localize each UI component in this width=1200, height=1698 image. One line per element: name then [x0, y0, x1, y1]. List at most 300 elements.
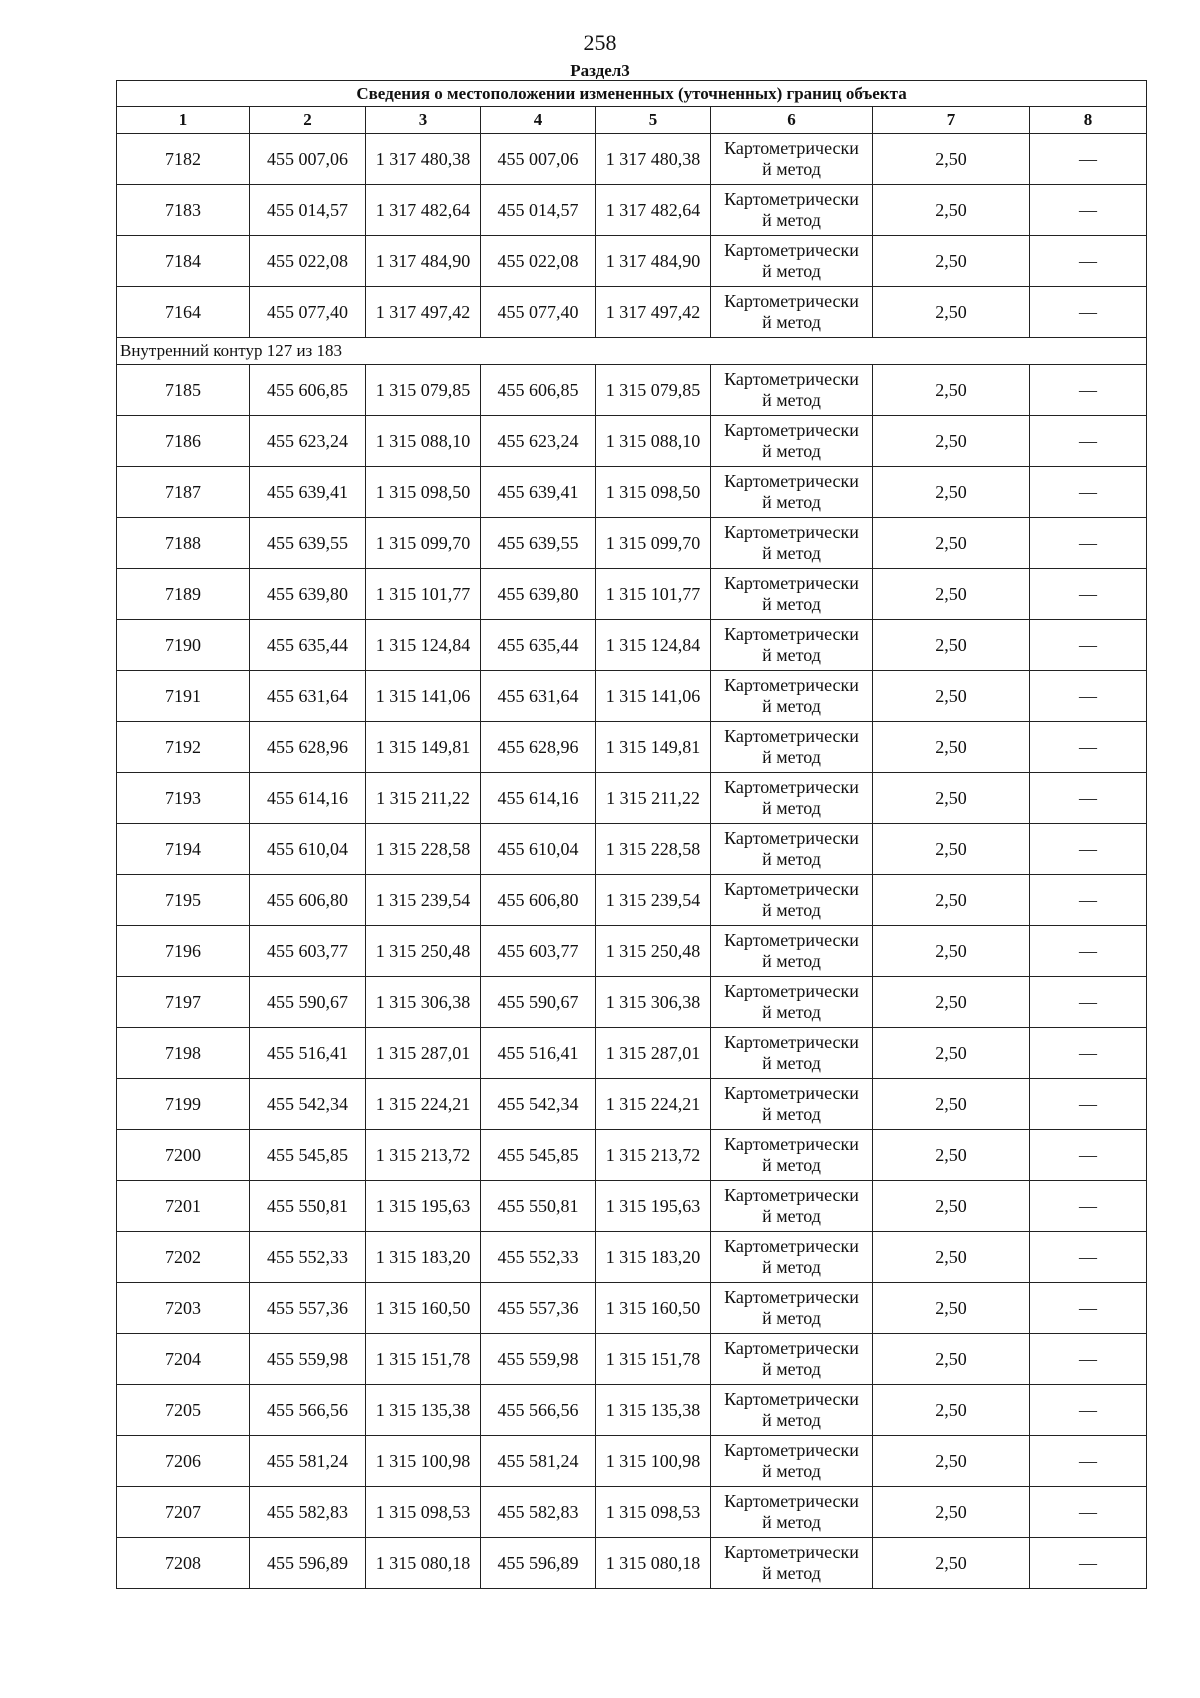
- table-row: [117, 1232, 1147, 1283]
- table-cell: 2,50: [873, 620, 1030, 671]
- table-cell: 2,50: [873, 1538, 1030, 1589]
- method-text-line-1: Картометрически: [724, 981, 859, 1001]
- column-header-row: [117, 107, 1147, 134]
- contour-label: Внутренний контур 127 из 183: [117, 338, 1147, 365]
- method-text-line-2: й метод: [762, 1206, 821, 1226]
- table-cell: —: [1030, 365, 1147, 416]
- table-row: [117, 518, 1147, 569]
- column-header: 6: [711, 107, 873, 134]
- method-text-line-2: й метод: [762, 594, 821, 614]
- method-text-line-2: й метод: [762, 1461, 821, 1481]
- table-cell: 7186: [117, 416, 250, 467]
- table-cell: —: [1030, 416, 1147, 467]
- method-cell: [711, 287, 873, 338]
- table-cell: 7193: [117, 773, 250, 824]
- table-cell: 455 581,24: [250, 1436, 366, 1487]
- method-cell: [711, 620, 873, 671]
- table-cell: 1 315 080,18: [366, 1538, 481, 1589]
- method-cell: [711, 1385, 873, 1436]
- table-cell: 2,50: [873, 1283, 1030, 1334]
- method-text-line-1: Картометрически: [724, 1542, 859, 1562]
- table-cell: —: [1030, 875, 1147, 926]
- method-text-line-1: Картометрически: [724, 471, 859, 491]
- table-cell: 1 315 079,85: [596, 365, 711, 416]
- table-cell: 1 315 228,58: [366, 824, 481, 875]
- table-cell: 455 542,34: [481, 1079, 596, 1130]
- table-cell: 1 315 124,84: [366, 620, 481, 671]
- table-cell: 7164: [117, 287, 250, 338]
- table-cell: 2,50: [873, 1181, 1030, 1232]
- table-cell: 1 315 151,78: [596, 1334, 711, 1385]
- method-text-line-2: й метод: [762, 1002, 821, 1022]
- method-text-line-1: Картометрически: [724, 138, 859, 158]
- table-cell: 1 315 160,50: [596, 1283, 711, 1334]
- table-cell: 1 317 484,90: [596, 236, 711, 287]
- table-cell: 455 614,16: [250, 773, 366, 824]
- table-cell: 455 077,40: [481, 287, 596, 338]
- method-text-line-1: Картометрически: [724, 420, 859, 440]
- column-header: 3: [366, 107, 481, 134]
- table-row: [117, 569, 1147, 620]
- table-cell: 455 077,40: [250, 287, 366, 338]
- table-cell: 455 606,80: [481, 875, 596, 926]
- table-cell: 7204: [117, 1334, 250, 1385]
- table-cell: —: [1030, 185, 1147, 236]
- table-cell: 1 315 135,38: [366, 1385, 481, 1436]
- table-cell: —: [1030, 569, 1147, 620]
- table-row: [117, 1283, 1147, 1334]
- method-text-line-1: Картометрически: [724, 573, 859, 593]
- method-cell: [711, 1028, 873, 1079]
- table-cell: 2,50: [873, 1385, 1030, 1436]
- column-header: 2: [250, 107, 366, 134]
- table-cell: 2,50: [873, 1232, 1030, 1283]
- table-row: [117, 365, 1147, 416]
- table-cell: —: [1030, 518, 1147, 569]
- column-header: 1: [117, 107, 250, 134]
- method-text-line-1: Картометрически: [724, 777, 859, 797]
- table-cell: 455 614,16: [481, 773, 596, 824]
- method-cell: [711, 773, 873, 824]
- table-cell: 1 315 224,21: [366, 1079, 481, 1130]
- table-cell: —: [1030, 671, 1147, 722]
- table-cell: 455 606,85: [250, 365, 366, 416]
- table-cell: 455 610,04: [250, 824, 366, 875]
- table-cell: 455 610,04: [481, 824, 596, 875]
- table-cell: 455 635,44: [250, 620, 366, 671]
- table-cell: —: [1030, 134, 1147, 185]
- table-cell: 1 317 480,38: [366, 134, 481, 185]
- method-text-line-1: Картометрически: [724, 1338, 859, 1358]
- table-cell: 1 315 149,81: [366, 722, 481, 773]
- table-cell: 455 545,85: [250, 1130, 366, 1181]
- method-text-line-1: Картометрически: [724, 189, 859, 209]
- table-row: [117, 722, 1147, 773]
- table-cell: 455 606,85: [481, 365, 596, 416]
- method-text-line-2: й метод: [762, 1155, 821, 1175]
- table-cell: 7197: [117, 977, 250, 1028]
- table-cell: —: [1030, 236, 1147, 287]
- table-cell: 455 623,24: [481, 416, 596, 467]
- table-cell: 2,50: [873, 569, 1030, 620]
- table-cell: 1 317 497,42: [366, 287, 481, 338]
- table-cell: 455 550,81: [250, 1181, 366, 1232]
- table-cell: 7187: [117, 467, 250, 518]
- table-row: [117, 1130, 1147, 1181]
- table-cell: 455 552,33: [250, 1232, 366, 1283]
- table-cell: 1 315 079,85: [366, 365, 481, 416]
- table-cell: 455 639,80: [250, 569, 366, 620]
- table-row: [117, 977, 1147, 1028]
- table-cell: 455 566,56: [250, 1385, 366, 1436]
- table-cell: —: [1030, 926, 1147, 977]
- table-cell: —: [1030, 1385, 1147, 1436]
- table-cell: 1 315 100,98: [366, 1436, 481, 1487]
- table-row: [117, 134, 1147, 185]
- table-cell: 455 559,98: [250, 1334, 366, 1385]
- table-cell: 7190: [117, 620, 250, 671]
- page-number: 258: [583, 30, 617, 55]
- table-cell: 1 315 098,53: [596, 1487, 711, 1538]
- table-cell: 1 315 098,53: [366, 1487, 481, 1538]
- method-cell: [711, 1079, 873, 1130]
- table-cell: 7191: [117, 671, 250, 722]
- table-cell: 2,50: [873, 671, 1030, 722]
- table-cell: 1 315 239,54: [366, 875, 481, 926]
- table-cell: 7194: [117, 824, 250, 875]
- method-cell: [711, 1181, 873, 1232]
- table-row: [117, 824, 1147, 875]
- table-cell: 1 315 098,50: [596, 467, 711, 518]
- table-cell: 2,50: [873, 722, 1030, 773]
- table-cell: 2,50: [873, 185, 1030, 236]
- table-cell: 1 317 484,90: [366, 236, 481, 287]
- table-cell: 455 639,55: [250, 518, 366, 569]
- table-row: [117, 287, 1147, 338]
- table-cell: 2,50: [873, 1028, 1030, 1079]
- table-cell: 455 596,89: [481, 1538, 596, 1589]
- method-text-line-1: Картометрически: [724, 522, 859, 542]
- table-cell: 455 552,33: [481, 1232, 596, 1283]
- method-text-line-2: й метод: [762, 645, 821, 665]
- method-cell: [711, 926, 873, 977]
- table-cell: 1 315 183,20: [596, 1232, 711, 1283]
- method-text-line-1: Картометрически: [724, 1491, 859, 1511]
- method-cell: [711, 467, 873, 518]
- method-text-line-2: й метод: [762, 261, 821, 281]
- table-cell: 1 317 497,42: [596, 287, 711, 338]
- method-text-line-2: й метод: [762, 1359, 821, 1379]
- table-cell: 1 315 101,77: [596, 569, 711, 620]
- table-caption: Сведения о местоположении измененных (уточненных) границ объекта: [117, 81, 1147, 107]
- table-cell: —: [1030, 1232, 1147, 1283]
- table-cell: 1 315 088,10: [596, 416, 711, 467]
- method-text-line-1: Картометрически: [724, 1134, 859, 1154]
- table-cell: —: [1030, 1079, 1147, 1130]
- table-cell: 7195: [117, 875, 250, 926]
- column-header: 8: [1030, 107, 1147, 134]
- table-cell: 455 022,08: [481, 236, 596, 287]
- table-caption-row: [117, 81, 1147, 107]
- table-cell: 7189: [117, 569, 250, 620]
- contour-row: [117, 338, 1147, 365]
- table-row: [117, 773, 1147, 824]
- table-cell: —: [1030, 1334, 1147, 1385]
- table-cell: 1 315 250,48: [366, 926, 481, 977]
- table-cell: —: [1030, 1130, 1147, 1181]
- table-cell: 7207: [117, 1487, 250, 1538]
- table-cell: 455 582,83: [250, 1487, 366, 1538]
- method-text-line-1: Картометрически: [724, 1287, 859, 1307]
- table-row: [117, 185, 1147, 236]
- table-row: [117, 1487, 1147, 1538]
- table-cell: 1 315 213,72: [596, 1130, 711, 1181]
- method-text-line-2: й метод: [762, 1512, 821, 1532]
- table-cell: 455 590,67: [250, 977, 366, 1028]
- table-cell: 2,50: [873, 1436, 1030, 1487]
- table-cell: 455 606,80: [250, 875, 366, 926]
- table-cell: 455 628,96: [481, 722, 596, 773]
- method-cell: [711, 875, 873, 926]
- table-cell: 2,50: [873, 1130, 1030, 1181]
- method-text-line-2: й метод: [762, 1410, 821, 1430]
- table-cell: 7203: [117, 1283, 250, 1334]
- method-text-line-2: й метод: [762, 1308, 821, 1328]
- method-text-line-1: Картометрически: [724, 240, 859, 260]
- table-cell: 1 315 135,38: [596, 1385, 711, 1436]
- section-title: Раздел3: [570, 61, 630, 80]
- table-cell: 1 315 195,63: [366, 1181, 481, 1232]
- table-cell: —: [1030, 977, 1147, 1028]
- column-header: 4: [481, 107, 596, 134]
- table-cell: 455 639,80: [481, 569, 596, 620]
- method-text-line-1: Картометрически: [724, 1389, 859, 1409]
- table-cell: 1 315 211,22: [596, 773, 711, 824]
- table-row: [117, 1028, 1147, 1079]
- table-cell: 455 557,36: [250, 1283, 366, 1334]
- method-cell: [711, 722, 873, 773]
- table-cell: 455 582,83: [481, 1487, 596, 1538]
- table-cell: 2,50: [873, 824, 1030, 875]
- table-row: [117, 875, 1147, 926]
- table-cell: 1 315 183,20: [366, 1232, 481, 1283]
- table-cell: 1 315 306,38: [596, 977, 711, 1028]
- table-cell: —: [1030, 287, 1147, 338]
- table-cell: —: [1030, 1487, 1147, 1538]
- method-text-line-1: Картометрически: [724, 879, 859, 899]
- method-cell: [711, 1538, 873, 1589]
- table-cell: 1 315 101,77: [366, 569, 481, 620]
- table-cell: —: [1030, 722, 1147, 773]
- table-row: [117, 1079, 1147, 1130]
- method-text-line-2: й метод: [762, 543, 821, 563]
- table-cell: 2,50: [873, 977, 1030, 1028]
- table-cell: 2,50: [873, 365, 1030, 416]
- table-cell: 2,50: [873, 1079, 1030, 1130]
- table-cell: 1 315 080,18: [596, 1538, 711, 1589]
- method-cell: [711, 236, 873, 287]
- method-text-line-1: Картометрически: [724, 675, 859, 695]
- table-row: [117, 1385, 1147, 1436]
- table-cell: 455 581,24: [481, 1436, 596, 1487]
- table-row: [117, 236, 1147, 287]
- table-cell: 455 007,06: [481, 134, 596, 185]
- table-cell: 7206: [117, 1436, 250, 1487]
- table-cell: 2,50: [873, 236, 1030, 287]
- method-cell: [711, 134, 873, 185]
- method-text-line-1: Картометрически: [724, 369, 859, 389]
- table-row: [117, 1334, 1147, 1385]
- method-text-line-1: Картометрически: [724, 1083, 859, 1103]
- method-cell: [711, 824, 873, 875]
- table-cell: 1 315 287,01: [366, 1028, 481, 1079]
- table-row: [117, 620, 1147, 671]
- table-cell: 2,50: [873, 287, 1030, 338]
- table-cell: 1 315 195,63: [596, 1181, 711, 1232]
- method-text-line-2: й метод: [762, 951, 821, 971]
- table-cell: 1 315 211,22: [366, 773, 481, 824]
- table-cell: 455 545,85: [481, 1130, 596, 1181]
- table-cell: 455 623,24: [250, 416, 366, 467]
- table-cell: —: [1030, 1181, 1147, 1232]
- table-row: [117, 671, 1147, 722]
- method-text-line-2: й метод: [762, 798, 821, 818]
- method-text-line-1: Картометрически: [724, 726, 859, 746]
- column-header: 5: [596, 107, 711, 134]
- table-cell: 7205: [117, 1385, 250, 1436]
- method-text-line-2: й метод: [762, 312, 821, 332]
- method-cell: [711, 185, 873, 236]
- table-cell: 455 603,77: [250, 926, 366, 977]
- table-cell: 455 631,64: [481, 671, 596, 722]
- table-cell: —: [1030, 773, 1147, 824]
- table-cell: —: [1030, 1538, 1147, 1589]
- table-cell: 1 315 213,72: [366, 1130, 481, 1181]
- method-text-line-2: й метод: [762, 441, 821, 461]
- method-text-line-1: Картометрически: [724, 1440, 859, 1460]
- table-cell: 1 315 141,06: [596, 671, 711, 722]
- table-cell: 455 516,41: [250, 1028, 366, 1079]
- method-text-line-2: й метод: [762, 849, 821, 869]
- table-cell: 7184: [117, 236, 250, 287]
- table-cell: 455 628,96: [250, 722, 366, 773]
- table-cell: 7183: [117, 185, 250, 236]
- table-cell: 7202: [117, 1232, 250, 1283]
- table-cell: 1 315 228,58: [596, 824, 711, 875]
- table-cell: 7201: [117, 1181, 250, 1232]
- table-cell: 2,50: [873, 1487, 1030, 1538]
- method-text-line-1: Картометрически: [724, 291, 859, 311]
- table-cell: 1 315 099,70: [366, 518, 481, 569]
- table-cell: 1 315 100,98: [596, 1436, 711, 1487]
- method-cell: [711, 1130, 873, 1181]
- method-cell: [711, 1232, 873, 1283]
- table-cell: 2,50: [873, 1334, 1030, 1385]
- table-cell: 455 596,89: [250, 1538, 366, 1589]
- table-row: [117, 926, 1147, 977]
- table-cell: 1 317 480,38: [596, 134, 711, 185]
- table-cell: 455 631,64: [250, 671, 366, 722]
- table-cell: 455 516,41: [481, 1028, 596, 1079]
- table-row: [117, 1436, 1147, 1487]
- column-header: 7: [873, 107, 1030, 134]
- table-cell: —: [1030, 620, 1147, 671]
- table-cell: 1 315 287,01: [596, 1028, 711, 1079]
- table-cell: 455 022,08: [250, 236, 366, 287]
- method-text-line-1: Картометрически: [724, 1032, 859, 1052]
- method-cell: [711, 1283, 873, 1334]
- table-cell: 455 557,36: [481, 1283, 596, 1334]
- table-cell: —: [1030, 1028, 1147, 1079]
- table-cell: 7208: [117, 1538, 250, 1589]
- table-row: [117, 467, 1147, 518]
- table-cell: 1 315 141,06: [366, 671, 481, 722]
- table-cell: 1 315 088,10: [366, 416, 481, 467]
- method-text-line-2: й метод: [762, 1563, 821, 1583]
- method-cell: [711, 365, 873, 416]
- table-cell: 455 639,41: [481, 467, 596, 518]
- table-cell: 2,50: [873, 773, 1030, 824]
- table-cell: 1 315 160,50: [366, 1283, 481, 1334]
- method-text-line-2: й метод: [762, 1257, 821, 1277]
- table-cell: 455 550,81: [481, 1181, 596, 1232]
- method-text-line-1: Картометрически: [724, 828, 859, 848]
- method-cell: [711, 518, 873, 569]
- table-cell: 1 315 250,48: [596, 926, 711, 977]
- method-cell: [711, 1487, 873, 1538]
- table-cell: 2,50: [873, 134, 1030, 185]
- method-cell: [711, 1334, 873, 1385]
- table-cell: 1 315 098,50: [366, 467, 481, 518]
- method-text-line-2: й метод: [762, 1104, 821, 1124]
- method-text-line-1: Картометрически: [724, 1236, 859, 1256]
- table-row: [117, 416, 1147, 467]
- table-cell: 2,50: [873, 467, 1030, 518]
- method-text-line-1: Картометрически: [724, 624, 859, 644]
- method-text-line-1: Картометрически: [724, 930, 859, 950]
- table-row: [117, 1181, 1147, 1232]
- method-cell: [711, 416, 873, 467]
- method-cell: [711, 1436, 873, 1487]
- table-cell: 455 007,06: [250, 134, 366, 185]
- table-cell: 455 603,77: [481, 926, 596, 977]
- method-text-line-2: й метод: [762, 900, 821, 920]
- table-row: [117, 1538, 1147, 1589]
- method-text-line-2: й метод: [762, 210, 821, 230]
- table-cell: 1 315 224,21: [596, 1079, 711, 1130]
- table-cell: 7199: [117, 1079, 250, 1130]
- table-cell: —: [1030, 1283, 1147, 1334]
- table-cell: 455 639,41: [250, 467, 366, 518]
- table-cell: 7200: [117, 1130, 250, 1181]
- table-cell: 2,50: [873, 875, 1030, 926]
- table-cell: —: [1030, 824, 1147, 875]
- table-cell: 455 014,57: [481, 185, 596, 236]
- table-cell: 455 542,34: [250, 1079, 366, 1130]
- table-cell: 1 317 482,64: [596, 185, 711, 236]
- table-cell: 455 590,67: [481, 977, 596, 1028]
- method-text-line-2: й метод: [762, 696, 821, 716]
- table-cell: 1 315 124,84: [596, 620, 711, 671]
- table-cell: 2,50: [873, 926, 1030, 977]
- method-cell: [711, 977, 873, 1028]
- table-cell: 1 315 306,38: [366, 977, 481, 1028]
- method-text-line-2: й метод: [762, 1053, 821, 1073]
- table-cell: 455 639,55: [481, 518, 596, 569]
- table-cell: 7198: [117, 1028, 250, 1079]
- table-cell: 1 315 239,54: [596, 875, 711, 926]
- method-text-line-2: й метод: [762, 390, 821, 410]
